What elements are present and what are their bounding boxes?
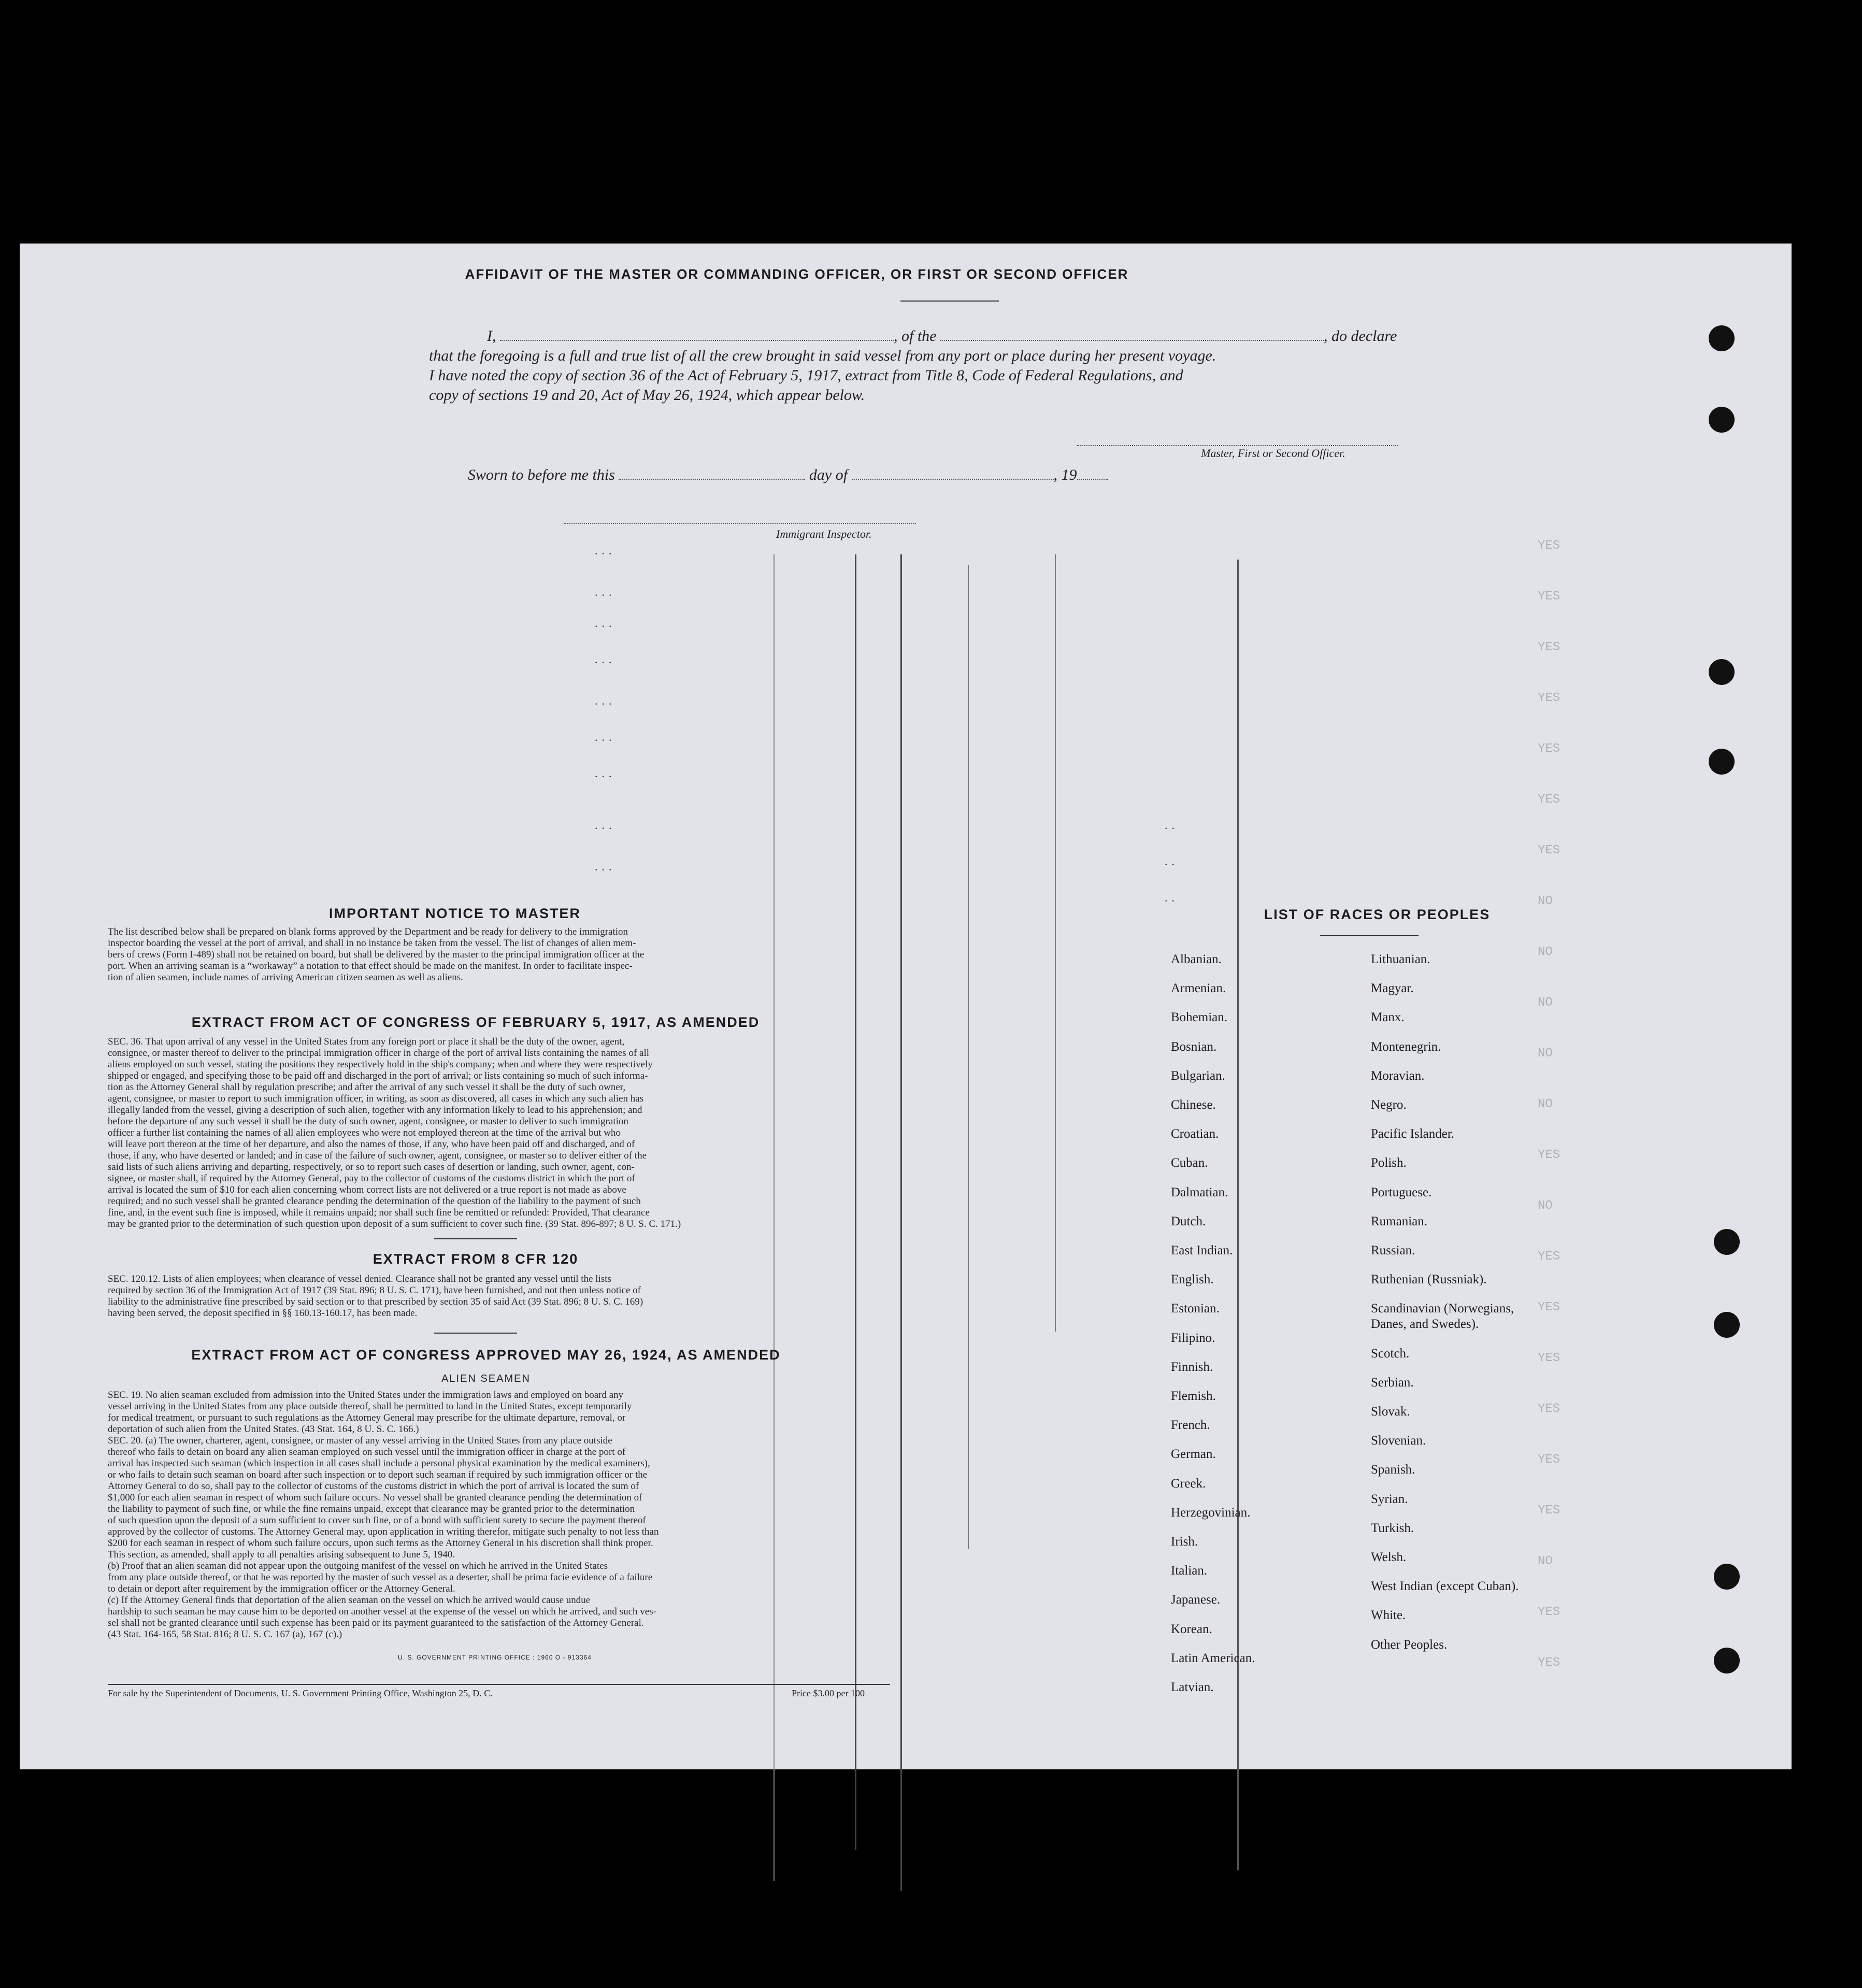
extract-1924-line: This section, as amended, shall apply to all penalties arising subsequent to June 5, 1940. (108, 1549, 455, 1560)
race-item: Chinese. (1171, 1098, 1216, 1112)
declaration-line-2: that the foregoing is a full and true list of all the crew brought in said vessel from any port or place during her present voyage. (429, 347, 1216, 364)
bleed-through-text: YES (1538, 539, 1560, 553)
bleed-through-text: YES (1538, 1351, 1560, 1365)
race-item: Armenian. (1171, 981, 1226, 996)
race-item: Rumanian. (1371, 1214, 1428, 1228)
signature-line[interactable] (1077, 443, 1398, 446)
race-item: Irish. (1171, 1535, 1198, 1549)
affidavit-declaration (429, 326, 1424, 405)
dot-marker: ... (595, 585, 616, 598)
gpo-imprint: U. S. GOVERNMENT PRINTING OFFICE : 1960 O - 913364 (398, 1654, 592, 1661)
race-item: Greek. (1171, 1476, 1206, 1491)
notice-line: The list described below shall be prepared on blank forms approved by the Department and be ready for delivery to the immigration (108, 926, 628, 937)
extract-1917-line: will leave port thereon at the time of her departure, and also the names of those, if any, who have been paid off and discharged, and of (108, 1139, 635, 1150)
race-item: Syrian. (1371, 1492, 1408, 1506)
sworn-line (468, 466, 1108, 484)
bleed-through-text: YES (1538, 1605, 1560, 1619)
divider-1 (434, 1238, 517, 1239)
punch-hole (1714, 1312, 1740, 1338)
extract-1924-line: for medical treatment, or pursuant to such regulations as the Attorney General may prescribe for the ultimate departure, removal, or (108, 1412, 626, 1423)
bleed-through-column (1538, 539, 1610, 1707)
cfr-title: EXTRACT FROM 8 CFR 120 (373, 1251, 579, 1267)
declaration-line-1 (429, 326, 1424, 346)
footer-rule (108, 1684, 890, 1685)
race-item: Montenegrin. (1371, 1039, 1441, 1054)
races-title: LIST OF RACES OR PEOPLES (1264, 907, 1491, 922)
race-item: Bosnian. (1171, 1039, 1217, 1054)
race-item: White. (1371, 1608, 1406, 1623)
extract-1924-line: $1,000 for each alien seaman in respect of whom such failure occurs. No vessel shall be granted clearance pending the determination of (108, 1492, 642, 1503)
extract-1924-line: or who fails to detain such seaman on board after such inspection or to deport such seaman if required by such immigration officer or the (108, 1469, 648, 1480)
race-item: Welsh. (1371, 1550, 1407, 1564)
race-item: French. (1171, 1418, 1210, 1433)
month-blank[interactable] (852, 479, 1054, 480)
extract-1917-line: fine, and, in the event such fine is imposed, while it remains unpaid; nor shall such fine be remitted or refunded: Provided, That clearance (108, 1207, 650, 1218)
race-item: Croatian. (1171, 1127, 1219, 1141)
race-item: Herzegovinian. (1171, 1505, 1251, 1520)
notice-title: IMPORTANT NOTICE TO MASTER (329, 906, 581, 921)
dot-marker: ... (595, 767, 616, 780)
bleed-through-text: YES (1538, 691, 1560, 705)
extract-1917-line: illegally landed from the vessel, giving a description of such alien, together with any information likely to lead to his apprehension; and (108, 1105, 642, 1115)
race-item: Negro. (1371, 1098, 1407, 1112)
cfr-line: required by section 36 of the Immigration Act of 1917 (39 Stat. 896; 8 U. S. C. 171), have been furnished, and not then unless notice of (108, 1285, 641, 1296)
race-item: Estonian. (1171, 1302, 1220, 1316)
extract-1924-line: Attorney General to do so, shall pay to the collector of customs of the customs district in which the port of arrival is located the sum of (108, 1481, 639, 1492)
cfr-line: having been served, the deposit specified in §§ 160.13-160.17, has been made. (108, 1308, 418, 1319)
punch-hole (1714, 1564, 1740, 1590)
punch-hole (1709, 659, 1735, 685)
extract-1917-line: SEC. 36. That upon arrival of any vessel in the United States from any foreign port or place it shall be the duty of the owner, agent, (108, 1036, 625, 1047)
race-item: Filipino. (1171, 1331, 1215, 1345)
punch-hole (1709, 407, 1735, 433)
bleed-through-text: YES (1538, 1504, 1560, 1518)
declaration-i: I, (487, 327, 496, 345)
race-item: Bulgarian. (1171, 1068, 1225, 1083)
name-blank[interactable] (500, 340, 894, 341)
extract-1917-line: shipped or engaged, and specifying those to be paid off and discharged in the port of arrival; or lists containing so much of such informa- (108, 1070, 648, 1081)
race-item: Manx. (1371, 1010, 1405, 1025)
extract-1924-line: of such question upon the deposit of a sum sufficient to cover such fine, or of a bond with sufficient surety to secure the payment thereof (108, 1515, 646, 1526)
race-item: West Indian (except Cuban). (1371, 1579, 1519, 1594)
race-item: Latvian. (1171, 1680, 1214, 1694)
day-of-text: day of (809, 466, 848, 483)
race-item: Spanish. (1371, 1463, 1415, 1477)
extract-1917-line: signee, or master shall, if required by the Attorney General, pay to the collector of customs of the customs district in which the port of (108, 1173, 635, 1184)
bleed-through-text: NO (1538, 894, 1553, 908)
dot-marker: ... (595, 544, 616, 557)
extract-1924-line: vessel arriving in the United States from any place outside thereof, shall be permitted to land in the United States, except temporarily (108, 1401, 632, 1412)
extract-1917-line: those, if any, who have deserted or landed; and in case of the failure of such owner, agent, consignee, or master so to deliver either of the (108, 1150, 647, 1161)
bleed-through-text: YES (1538, 1453, 1560, 1467)
extract-1917-line: tion as the Attorney General shall by regulation prescribe; and after the arrival of any such vessel it shall be the duty of such owner, (108, 1082, 626, 1093)
race-item: Japanese. (1171, 1593, 1221, 1607)
cfr-line: SEC. 120.12. Lists of alien employees; when clearance of vessel denied. Clearance shall not be granted any vessel until the lists (108, 1274, 611, 1284)
race-item: Korean. (1171, 1622, 1212, 1636)
column-rule-4 (968, 565, 969, 1549)
race-item: Russian. (1371, 1243, 1415, 1257)
race-item: Cuban. (1171, 1156, 1208, 1170)
dot-marker: .. (1165, 855, 1179, 868)
race-item: Bohemian. (1171, 1010, 1228, 1025)
notice-line: port. When an arriving seaman is a “workaway” a notation to that effect should be made on the manifest. In order to facilitate inspec- (108, 961, 633, 971)
of-the-text: , of the (894, 327, 937, 345)
divider-2 (434, 1333, 517, 1334)
dot-marker: .. (1165, 819, 1179, 832)
bleed-through-text: YES (1538, 1250, 1560, 1264)
race-item: Slovak. (1371, 1405, 1410, 1419)
inspector-caption: Immigrant Inspector. (776, 527, 872, 540)
extract-1924-line: sel shall not be granted clearance until such expense has been paid or its payment guaranteed to the satisfaction of the Attorney General. (108, 1618, 644, 1628)
extract-1924-line: SEC. 20. (a) The owner, charterer, agent, consignee, or master of any vessel arriving in the United States from any place outside (108, 1435, 612, 1446)
inspector-signature-line[interactable] (564, 521, 916, 524)
punch-hole (1709, 749, 1735, 775)
dot-marker: ... (595, 819, 616, 832)
extract-1924-line: arrival has inspected such seaman (which inspection in all cases shall include a personal physical examination by the medical examiners), (108, 1458, 650, 1469)
alien-seamen-subtitle: ALIEN SEAMEN (441, 1373, 531, 1384)
race-item: Pacific Islander. (1371, 1127, 1455, 1141)
race-item: Magyar. (1371, 981, 1414, 996)
race-item: Polish. (1371, 1156, 1407, 1170)
extract-1924-line: thereof who fails to detain on board any alien seaman employed on such vessel until the immigration officer in charge at the port of (108, 1447, 626, 1457)
footer-left: For sale by the Superintendent of Documents, U. S. Government Printing Office, Washington 25, D. C. (108, 1688, 493, 1698)
bleed-through-text: YES (1538, 793, 1560, 807)
bleed-through-text: NO (1538, 1047, 1553, 1061)
extract-1917-line: officer a further list containing the names of all alien employees who were not employed thereon at the time of the arrival but who (108, 1127, 621, 1138)
race-item: Other Peoples. (1371, 1637, 1448, 1652)
punch-hole (1714, 1648, 1740, 1674)
race-item: East Indian. (1171, 1243, 1233, 1257)
extract-1924-line: from any place outside thereof, or that he was reported by the master of such vessel as a deserter, shall be prima facie evidence of a failure (108, 1572, 653, 1583)
do-declare-text: , do declare (1324, 327, 1397, 345)
bleed-through-text: NO (1538, 1097, 1553, 1111)
race-item: Turkish. (1371, 1521, 1414, 1535)
declaration-line-3: I have noted the copy of section 36 of the Act of February 5, 1917, extract from Title 8, Code of Federal Regulations, and (429, 367, 1183, 384)
race-item: Dutch. (1171, 1214, 1206, 1228)
race-item: Moravian. (1371, 1068, 1425, 1083)
race-item: Lithuanian. (1371, 952, 1430, 966)
race-item: Slovenian. (1371, 1434, 1426, 1448)
extract-1924-line: (c) If the Attorney General finds that deportation of the alien seaman on the vessel on which he arrived would cause undue (108, 1595, 591, 1606)
extract-1917-line: aliens employed on such vessel, stating the positions they respectively hold in the ship's company; when and where they were respectively (108, 1059, 653, 1070)
race-item: Scotch. (1371, 1346, 1410, 1361)
race-item: Ruthenian (Russniak). (1371, 1272, 1487, 1287)
extract-1917-line: arrival is located the sum of $10 for each alien concerning whom correct lists are not delivered or a true report is not made as above (108, 1184, 626, 1195)
extract-1924-line: (43 Stat. 164-165, 58 Stat. 816; 8 U. S. C. 167 (a), 167 (c).) (108, 1629, 342, 1640)
extract-1924-line: hardship to such seaman he may cause him to be deported on another vessel at the expense of the vessel on which he arrived, and such ves- (108, 1606, 656, 1617)
dot-marker: ... (595, 731, 616, 743)
document-sheet (20, 244, 1792, 1769)
bleed-through-text: NO (1538, 996, 1553, 1010)
signature-caption: Master, First or Second Officer. (1201, 447, 1345, 460)
extract-1924-line: $200 for each seaman in respect of whom such failure occurs, upon such terms as the Attorney General in his discretion shall think proper. (108, 1538, 653, 1549)
extract-1924-line: approved by the collector of customs. The Attorney General may, upon application in writing therefor, mitigate such penalty to not less than (108, 1526, 659, 1537)
dot-marker: .. (1165, 891, 1179, 904)
vessel-blank[interactable] (940, 340, 1324, 341)
extract-1924-body (108, 1390, 875, 1640)
bleed-through-text: YES (1538, 1656, 1560, 1670)
bleed-through-text: YES (1538, 742, 1560, 756)
extract-1917-title: EXTRACT FROM ACT OF CONGRESS OF FEBRUARY 5, 1917, AS AMENDED (191, 1014, 760, 1030)
affidavit-title-rule (900, 301, 999, 302)
punch-hole (1714, 1229, 1740, 1255)
column-rule-6 (1237, 560, 1239, 1870)
year-blank[interactable] (1077, 479, 1108, 480)
bleed-through-text: NO (1538, 1554, 1553, 1568)
column-rule-5 (1055, 554, 1056, 1332)
extract-1924-line: to detain or deport after requirement by the immigration officer or the Attorney General. (108, 1583, 455, 1594)
extract-1917-line: before the departure of any such vessel it shall be the duty of such owner, agent, consignee, or master to deliver to such immigration (108, 1116, 628, 1127)
race-item: Dalmatian. (1171, 1185, 1228, 1199)
race-item: Latin American. (1171, 1651, 1255, 1665)
race-item: German. (1171, 1447, 1216, 1462)
extract-1917-line: required; and no such vessel shall be granted clearance pending the determination of the question of the liability to the payment of such (108, 1196, 641, 1207)
race-item: Albanian. (1171, 952, 1222, 966)
sworn-text: Sworn to before me this (468, 466, 615, 483)
extract-1917-line: agent, consignee, or master to report to such immigration officer, in writing, as soon as discovered, all cases in which any such alien has (108, 1093, 644, 1104)
declaration-line-4: copy of sections 19 and 20, Act of May 26, 1924, which appear below. (429, 387, 865, 404)
cfr-line: liability to the administrative fine prescribed by said section or to that prescribed by section 35 of said Act (39 Stat. 896; 8 U. S. C. 169) (108, 1296, 643, 1307)
cfr-body (108, 1274, 875, 1319)
affidavit-title: AFFIDAVIT OF THE MASTER OR COMMANDING OFFICER, OR FIRST OR SECOND OFFICER (465, 266, 1129, 282)
bleed-through-text: YES (1538, 1402, 1560, 1416)
year-text: , 19 (1053, 466, 1077, 483)
extract-1924-line: (b) Proof that an alien seaman did not appear upon the outgoing manifest of the vessel on which he arrived in the United States (108, 1561, 608, 1571)
dot-marker: ... (595, 860, 616, 873)
extract-1917-line: said lists of such aliens arriving and departing, respectively, or so to report such cases of desertion or landing, such owner, agent, con- (108, 1162, 635, 1172)
bleed-through-text: NO (1538, 1199, 1553, 1213)
race-item: Finnish. (1171, 1360, 1213, 1374)
bleed-through-text: YES (1538, 1300, 1560, 1314)
race-item: English. (1171, 1272, 1214, 1287)
column-rule-3 (900, 554, 902, 1891)
extract-1917-line: consignee, or master thereof to deliver to the principal immigration officer in charge of the port of arrival lists containing the names of all (108, 1048, 650, 1059)
race-item: Portuguese. (1371, 1185, 1432, 1199)
punch-hole (1709, 325, 1735, 351)
bleed-through-text: YES (1538, 843, 1560, 857)
notice-line: bers of crews (Form I-489) shall not be retained on board, but shall be delivered by the master to the principal immigration officer at the (108, 949, 644, 960)
dot-marker: ... (595, 694, 616, 707)
notice-line: tion of alien seamen, include names of arriving American citizen seamen as well as aliens. (108, 972, 463, 983)
dot-marker: ... (595, 653, 616, 666)
extract-1924-line: the liability to payment of such fine, or while the fine remains unpaid, except that clearance may be granted prior to the determination (108, 1504, 635, 1514)
notice-line: inspector boarding the vessel at the port of arrival, and shall in no instance be taken from the vessel. The list of changes of alien mem- (108, 938, 636, 949)
race-item: Italian. (1171, 1564, 1208, 1578)
day-blank[interactable] (619, 479, 805, 480)
notice-body (108, 926, 875, 983)
extract-1924-line: SEC. 19. No alien seaman excluded from admission into the United States under the immigration laws and employed on board any (108, 1390, 624, 1400)
race-item: Danes, and Swedes). (1371, 1317, 1479, 1332)
extract-1917-body (108, 1036, 875, 1230)
extract-1917-line: may be granted prior to the determination of such question upon deposit of a sum sufficient to cover such fine. (39 Stat. 896-897; 8 U. S. C. 171.) (108, 1219, 681, 1229)
bleed-through-text: YES (1538, 640, 1560, 654)
race-item: Flemish. (1171, 1389, 1216, 1403)
extract-1924-title: EXTRACT FROM ACT OF CONGRESS APPROVED MAY 26, 1924, AS AMENDED (191, 1347, 781, 1363)
bleed-through-text: YES (1538, 590, 1560, 604)
extract-1924-line: deportation of such alien from the United States. (43 Stat. 164, 8 U. S. C. 166.) (108, 1424, 419, 1435)
race-item: Serbian. (1371, 1375, 1414, 1390)
dot-marker: ... (595, 617, 616, 630)
footer-right: Price $3.00 per 100 (792, 1688, 865, 1698)
bleed-through-text: NO (1538, 945, 1553, 959)
races-title-rule (1320, 935, 1419, 936)
race-item: Scandinavian (Norwegians, (1371, 1302, 1514, 1316)
bleed-through-text: YES (1538, 1148, 1560, 1162)
